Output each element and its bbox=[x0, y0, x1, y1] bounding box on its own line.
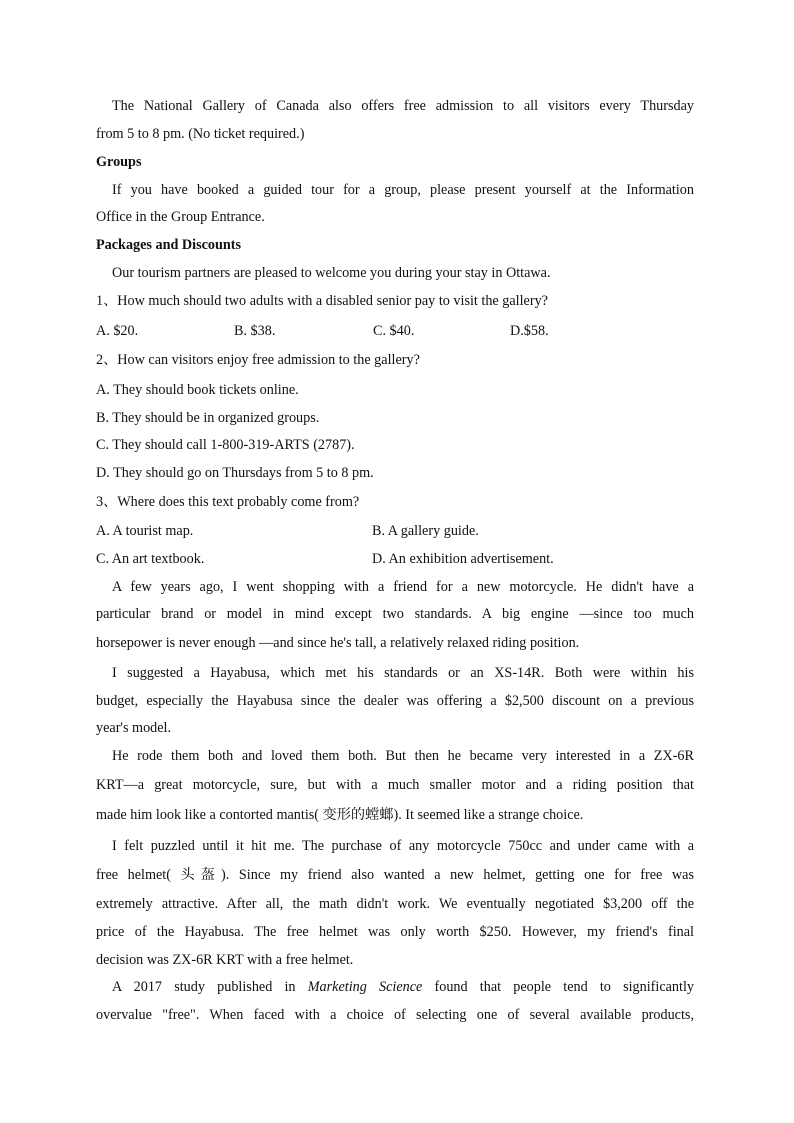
passage-p4-line-2: free helmet( 头盔). Since my friend also wanted a new helmet, getting one for free was bbox=[96, 867, 694, 883]
question-1: 1、How much should two adults with a disabled senior pay to visit the gallery? bbox=[96, 293, 548, 309]
q1-option-b: B. $38. bbox=[234, 323, 276, 339]
q3-option-c: C. An art textbook. bbox=[96, 551, 205, 567]
q1-option-d: D.$58. bbox=[510, 323, 549, 339]
question-3: 3、Where does this text probably come from? bbox=[96, 494, 360, 510]
passage-p3-line-1: He rode them both and loved them both. But then he became very interested in a ZX-6R bbox=[112, 748, 694, 764]
question-1-options bbox=[96, 321, 549, 341]
passage-p5-line-1 bbox=[112, 977, 694, 997]
q1-option-c: C. $40. bbox=[373, 323, 415, 339]
groups-paragraph-line-2: Office in the Group Entrance. bbox=[96, 209, 265, 225]
q2-option-d: D. They should go on Thursdays from 5 to 8 pm. bbox=[96, 465, 374, 481]
passage-p1-line-1: A few years ago, I went shopping with a friend for a new motorcycle. He didn't have a bbox=[112, 579, 694, 595]
passage-p5-line-1-start: A 2017 study published in bbox=[112, 979, 308, 995]
passage-p1-line-2: particular brand or model in mind except two standards. A big engine —since too much bbox=[96, 606, 694, 622]
question-3-options-row-2 bbox=[96, 549, 554, 569]
passage-p4-line-3: extremely attractive. After all, the math didn't work. We eventually negotiated $3,200 off the bbox=[96, 896, 694, 912]
q2-option-a: A. They should book tickets online. bbox=[96, 382, 299, 398]
q1-option-a: A. $20. bbox=[96, 323, 139, 339]
passage-p3-line-2: KRT—a great motorcycle, sure, but with a much smaller motor and a riding position that bbox=[96, 777, 694, 793]
passage-p3-line-3: made him look like a contorted mantis( 变形的螳螂). It seemed like a strange choice. bbox=[96, 807, 584, 823]
passage-p5-line-2: overvalue "free". When faced with a choice of selecting one of several available products, bbox=[96, 1007, 694, 1023]
groups-heading: Groups bbox=[96, 154, 142, 170]
passage-p2-line-3: year's model. bbox=[96, 720, 172, 736]
gallery-paragraph-line-1: The National Gallery of Canada also offers free admission to all visitors every Thursday bbox=[112, 98, 694, 114]
passage-p2-line-2: budget, especially the Hayabusa since the dealer was offering a $2,500 discount on a previous bbox=[96, 693, 694, 709]
question-2: 2、How can visitors enjoy free admission to the gallery? bbox=[96, 352, 420, 368]
gallery-paragraph-line-2: from 5 to 8 pm. (No ticket required.) bbox=[96, 126, 305, 142]
passage-p4-line-1: I felt puzzled until it hit me. The purchase of any motorcycle 750cc and under came with a bbox=[112, 838, 694, 854]
passage-p4-line-5: decision was ZX-6R KRT with a free helmet. bbox=[96, 952, 354, 968]
groups-paragraph-line-1: If you have booked a guided tour for a group, please present yourself at the Information bbox=[112, 182, 694, 198]
journal-title: Marketing Science bbox=[307, 979, 423, 995]
passage-p2-line-1: I suggested a Hayabusa, which met his standards or an XS-14R. Both were within his bbox=[112, 665, 694, 681]
passage-p5-line-1-end: found that people tend to significantly bbox=[422, 979, 695, 995]
packages-paragraph-line-1: Our tourism partners are pleased to welcome you during your stay in Ottawa. bbox=[112, 265, 551, 281]
q3-option-a: A. A tourist map. bbox=[96, 523, 194, 539]
passage-p1-line-3: horsepower is never enough —and since he's tall, a relatively relaxed riding position. bbox=[96, 635, 580, 651]
passage-p4-line-4: price of the Hayabusa. The free helmet was only worth $250. However, my friend's final bbox=[96, 924, 694, 940]
q3-option-b: B. A gallery guide. bbox=[372, 523, 479, 539]
question-3-options-row-1 bbox=[96, 521, 479, 541]
packages-heading: Packages and Discounts bbox=[96, 237, 242, 253]
q2-option-c: C. They should call 1-800-319-ARTS (2787). bbox=[96, 437, 355, 453]
q2-option-b: B. They should be in organized groups. bbox=[96, 410, 320, 426]
q3-option-d: D. An exhibition advertisement. bbox=[372, 551, 554, 567]
